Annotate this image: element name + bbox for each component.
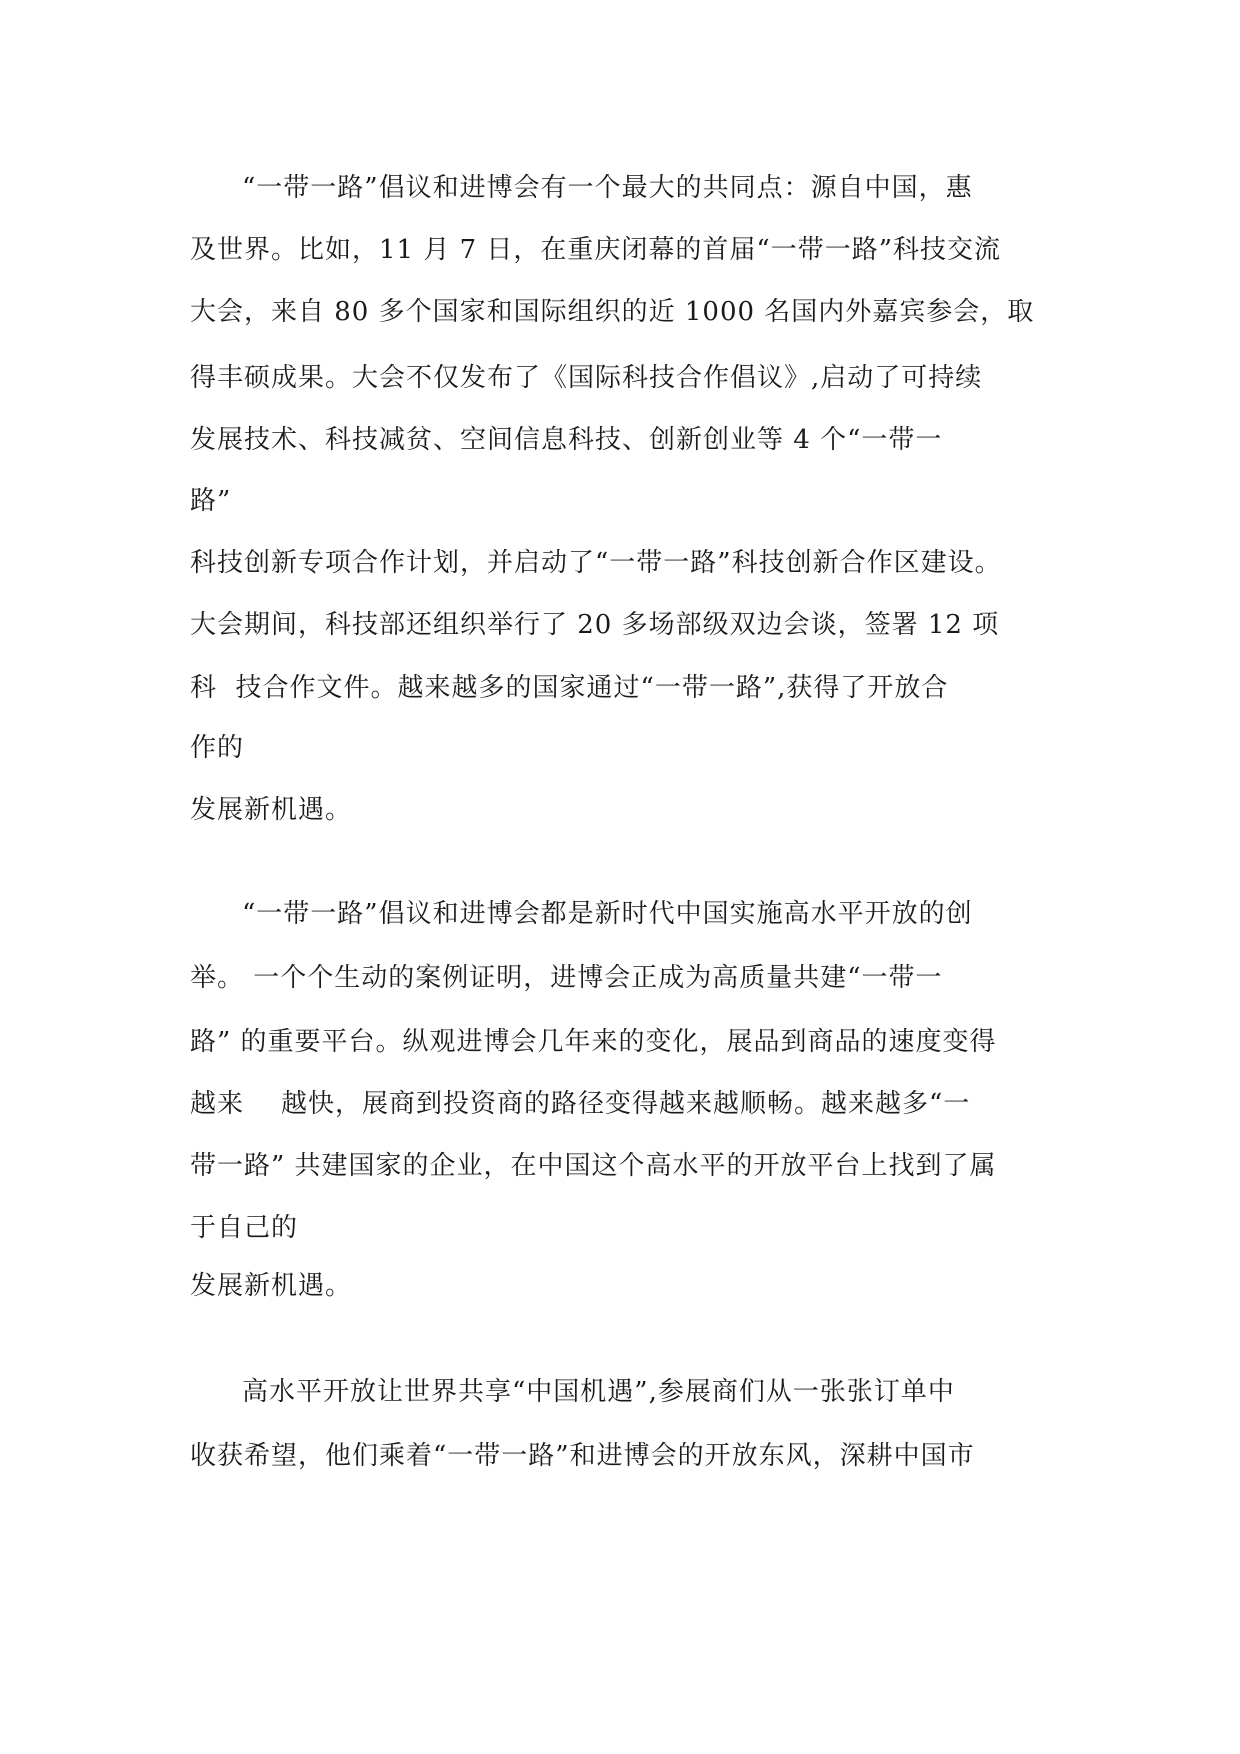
paragraph-line: 及世界。比如，11 月 7 日，在重庆闭幕的首届“一带一路”科技交流: [190, 235, 1002, 265]
paragraph-line: 科技创新专项合作计划，并启动了“一带一路”科技创新合作区建设。: [190, 548, 1002, 578]
paragraph-line: 越来 越快，展商到投资商的路径变得越来越顺畅。越来越多“一: [190, 1089, 971, 1119]
paragraph-line: 发展技术、科技减贫、空间信息科技、创新创业等 4 个“一带一: [190, 425, 943, 455]
paragraph-line: 科 技合作文件。越来越多的国家通过“一带一路”,获得了开放合: [190, 673, 949, 703]
paragraph-line: “一带一路”倡议和进博会有一个最大的共同点：源自中国，惠: [242, 173, 973, 203]
paragraph-line: “一带一路”倡议和进博会都是新时代中国实施高水平开放的创: [242, 899, 973, 929]
paragraph-line: 大会，来自 80 多个国家和国际组织的近 1000 名国内外嘉宾参会，取: [190, 297, 1035, 327]
paragraph-line: 得丰硕成果。大会不仅发布了《国际科技合作倡议》,启动了可持续: [190, 363, 983, 393]
paragraph-line: 带一路” 共建国家的企业，在中国这个高水平的开放平台上找到了属: [190, 1151, 997, 1181]
paragraph-line: 作的: [190, 733, 245, 763]
paragraph-line: 发展新机遇。: [190, 795, 353, 825]
paragraph-line: 路”: [190, 486, 232, 516]
paragraph-line: 收获希望，他们乘着“一带一路”和进博会的开放东风，深耕中国市: [190, 1441, 975, 1471]
paragraph-line: 于自己的: [190, 1213, 299, 1243]
paragraph-line: 发展新机遇。: [190, 1271, 353, 1301]
paragraph-line: 路” 的重要平台。纵观进博会几年来的变化，展品到商品的速度变得: [190, 1027, 997, 1057]
paragraph-line: 高水平开放让世界共享“中国机遇”,参展商们从一张张订单中: [242, 1377, 955, 1407]
paragraph-line: 大会期间，科技部还组织举行了 20 多场部级双边会谈，签署 12 项: [190, 610, 1000, 640]
paragraph-line: 举。 一个个生动的案例证明，进博会正成为高质量共建“一带一: [190, 963, 943, 993]
